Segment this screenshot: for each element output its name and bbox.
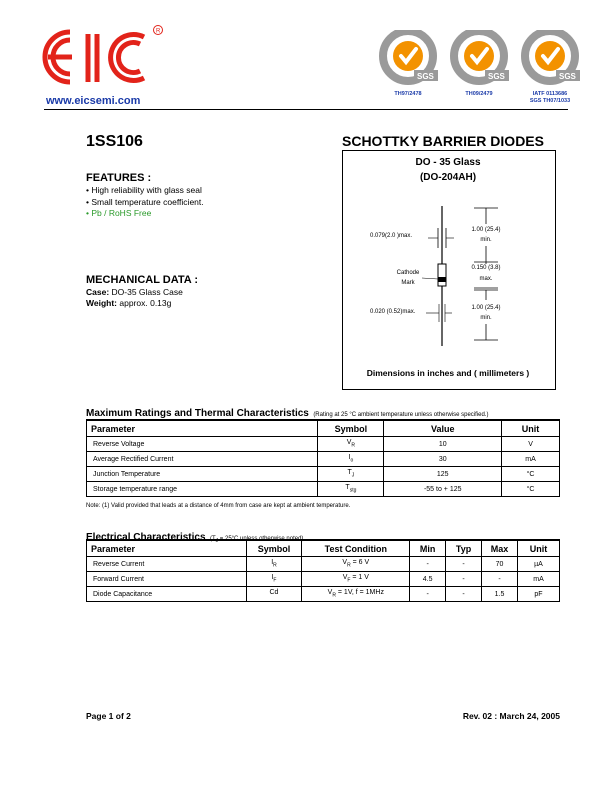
sgs-seal-icon [376,30,440,86]
col-header-value: Value [384,420,502,437]
cell-symbol: $I_F$ [246,572,302,587]
header-divider [44,109,568,110]
max-ratings-note: (Rating at 25 °C ambient temperature unless otherwise specified.) [313,412,489,418]
website-url[interactable]: www.eicsemi.com [46,95,141,107]
col-header-max: Max [482,540,518,557]
svg-text:SGS: SGS [559,72,576,81]
package-title: DO - 35 Glass [415,157,481,168]
col-header-symbol: Symbol [318,420,384,437]
cell-parameter: Forward Current [87,572,247,587]
weight-value: approx. 0.13g [117,298,172,308]
feature-item: • High reliability with glass seal [86,185,202,195]
cell-typ: - [446,572,482,587]
cell-test-condition: $V_F = 1$ V [302,572,410,587]
cell-parameter: Diode Capacitance [87,587,247,602]
cell-symbol: $I_R$ [246,557,302,572]
cell-parameter: Storage temperature range [87,482,318,497]
col-header-test-condition: Test Condition [302,540,410,557]
cell-max: 1.5 [482,587,518,602]
cell-unit: pF [518,587,560,602]
cert-caption: TH97/2478 [394,91,422,97]
case-label: Case: [86,287,110,297]
features-title: FEATURES : [86,172,152,184]
table-row [87,572,560,587]
cell-parameter: Junction Temperature [87,467,318,482]
revision-date: Rev. 02 : March 24, 2005 [462,711,560,721]
cell-value: 10 [384,437,502,452]
cert-caption: TH09/2479 [465,91,493,97]
col-header-typ: Typ [446,540,482,557]
col-header-parameter: Parameter [87,540,247,557]
cell-symbol: $T_J$ [318,467,384,482]
cell-symbol: $I_o$ [318,452,384,467]
table-header-row [87,540,560,557]
table-row [87,437,560,452]
svg-text:R: R [156,28,161,35]
cell-unit: °C [502,482,560,497]
device-type-title: SCHOTTKY BARRIER DIODES [342,133,544,149]
mechanical-weight [86,298,171,308]
cell-test-condition: $V_R = 6$ V [302,557,410,572]
dim-lead-length-top-min: min. [480,237,492,243]
cell-min: - [410,557,446,572]
package-subtitle: (DO-204AH) [419,172,477,183]
eic-logo [36,22,164,92]
col-header-parameter: Parameter [87,420,318,437]
cathode-mark-label-2: Mark [401,280,415,286]
feature-item-rohs: • Pb / RoHS Free [86,208,152,218]
cell-parameter: Reverse Current [87,557,247,572]
max-ratings-footnote: Note: (1) Valid provided that leads at a distance of 4mm from case are kept at ambient temperature. [86,503,351,509]
dim-lead-length-bottom-min: min. [480,315,492,321]
cell-min: - [410,587,446,602]
cell-unit: °C [502,467,560,482]
dim-body-length-max: max. [479,276,493,282]
table-row [87,557,560,572]
dim-lead-diameter: 0.020 (0.52)max. [370,309,416,315]
cell-parameter: Reverse Voltage [87,437,318,452]
weight-label: Weight: [86,298,118,308]
page-number: Page 1 of 2 [86,711,131,721]
col-header-unit: Unit [518,540,560,557]
dimensions-caption: Dimensions in inches and ( millimeters ) [366,368,530,378]
cell-test-condition: $V_R = 1V$, f = 1MHz [302,587,410,602]
certification-seal-3 [518,30,582,105]
col-header-unit: Unit [502,420,560,437]
do35-outline-drawing [342,150,554,388]
col-header-min: Min [410,540,446,557]
cell-value: 30 [384,452,502,467]
feature-item: • Small temperature coefficient. [86,197,204,207]
col-header-symbol: Symbol [246,540,302,557]
dim-body-diameter: 0.079(2.0 )max. [370,233,413,239]
certification-seal-1 [376,30,440,98]
electrical-table [86,539,560,602]
mechanical-case [86,287,183,297]
part-number: 1SS106 [86,133,143,150]
electrical-title: Electrical Characteristics [86,532,206,543]
max-ratings-title: Maximum Ratings and Thermal Characteristics [86,408,309,419]
cell-unit: mA [502,452,560,467]
dim-lead-length-top: 1.00 (25.4) [471,227,501,233]
cell-max: 70 [482,557,518,572]
cell-min: 4.5 [410,572,446,587]
table-row [87,467,560,482]
cert-caption: IATF 0113686 [532,91,568,97]
cell-value: -55 to + 125 [384,482,502,497]
certification-seal-2 [447,30,511,98]
svg-text:SGS: SGS [417,72,434,81]
table-row [87,482,560,497]
cell-symbol: Cd [246,587,302,602]
dim-body-length: 0.150 (3.8) [471,265,501,271]
cert-caption: SGS TH07/1033 [529,98,571,104]
table-row [87,452,560,467]
cell-max: - [482,572,518,587]
cell-typ: - [446,557,482,572]
cell-typ: - [446,587,482,602]
cell-unit: V [502,437,560,452]
svg-text:SGS: SGS [488,72,505,81]
cell-unit: mA [518,572,560,587]
table-row [87,587,560,602]
sgs-seal-icon [518,30,582,86]
cell-value: 125 [384,467,502,482]
sgs-seal-icon [447,30,511,86]
table-header-row [87,420,560,437]
mechanical-title: MECHANICAL DATA : [86,274,199,286]
cell-parameter: Average Rectified Current [87,452,318,467]
electrical-note: ($T_J = 25^\circ C$ unless otherwise noted) [209,536,304,545]
cell-symbol: $T_{stg}$ [318,482,384,497]
cell-unit: µA [518,557,560,572]
max-ratings-table [86,419,560,497]
case-value: DO-35 Glass Case [109,287,183,297]
dim-lead-length-bottom: 1.00 (25.4) [471,305,501,311]
cathode-mark-label: Cathode [396,270,420,276]
cell-symbol: $V_R$ [318,437,384,452]
